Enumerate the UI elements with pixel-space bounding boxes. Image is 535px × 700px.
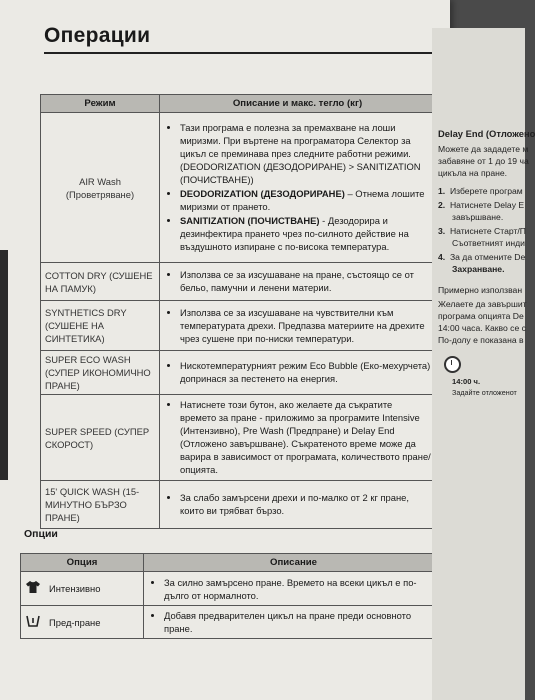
list-item: • SANITIZATION (ПОЧИСТВАНЕ) - Дезодорира и дезинфектира прането чрез по-силното действие на въздушното изпиране с по-висока температура. [180, 214, 431, 253]
option-description: • За силно замърсено пране. Времето на всеки цикъл е по-дълго от нормалното. [144, 572, 444, 606]
mode-cell: SUPER SPEED (СУПЕР СКОРОСТ) [41, 395, 160, 481]
side-text: 14:00 часа. Какво се с [438, 323, 526, 333]
table-row [21, 572, 444, 606]
options-header-row [21, 554, 444, 572]
table-row [41, 301, 436, 351]
side-step: 2. Натиснете Delay E [438, 200, 525, 210]
description-cell: • Натиснете този бутон, ако желаете да съкратите времето за пране - приложимо за програмите Intensive (Интензивно), Pre Wash (Предпране) и Delay End (Отложено завършване). Съкратеното време може да варира в зависимост от програмата, количеството пране/опцията. [160, 395, 436, 481]
modes-header-row [41, 95, 436, 113]
mode-cell: 15' QUICK WASH (15-МИНУТНО БЪРЗО ПРАНЕ) [41, 481, 160, 529]
next-page [432, 28, 535, 700]
side-text: програма опцията De [438, 311, 524, 321]
options-title: Опции [24, 528, 58, 540]
side-text: По-долу е показана в [438, 335, 524, 345]
side-text: Съответният инди [452, 238, 525, 248]
description-column-header: Описание и макс. тегло (кг) [160, 95, 436, 113]
description-cell: • Използва се за изсушаване на чувствителни към температурата дрехи. Предпазва материите на дрехите чрез сушене при по-ниски температури. [160, 301, 436, 351]
description-cell [160, 113, 436, 263]
side-heading: Delay End (Отложено [438, 128, 535, 139]
side-step: 1. Изберете програм [438, 186, 523, 196]
table-row [21, 606, 444, 639]
side-text: цикъла на пране. [438, 168, 508, 178]
mode-cell: COTTON DRY (СУШЕНЕ НА ПАМУК) [41, 263, 160, 301]
mode-column-header: Режим [41, 95, 160, 113]
side-text: забавяне от 1 до 19 ча [438, 156, 529, 166]
table-row [41, 395, 436, 481]
description-cell: • За слабо замърсени дрехи и по-малко от 2 кг пране, които ви трябват бързо. [160, 481, 436, 529]
modes-table [40, 94, 436, 529]
table-row [41, 263, 436, 301]
basin-icon [21, 606, 46, 639]
title-rule [44, 52, 444, 54]
side-text: завършване. [452, 212, 504, 222]
side-clock-caption: Задайте отложенот [452, 388, 517, 397]
side-text: Примерно използван [438, 285, 523, 295]
option-description: • Добавя предварителен цикъл на пране преди основното пране. [144, 606, 444, 639]
description-cell: • Нискотемпературният режим Eco Bubble (Еко-мехурчета) допринася за пестенето на енергия. [160, 351, 436, 395]
mode-cell: AIR Wash (Проветряване) [41, 113, 160, 263]
mode-cell: SUPER ECO WASH (СУПЕР ИКОНОМИЧНО ПРАНЕ) [41, 351, 160, 395]
options-table [20, 553, 444, 639]
mode-cell: SYNTHETICS DRY (СУШЕНЕ НА СИНТЕТИКА) [41, 301, 160, 351]
list-item: • DEODORIZATION (ДЕЗОДОРИРАНЕ) – Отнема лошите миризми от прането. [180, 187, 431, 213]
side-step: 4. За да отмените De [438, 252, 526, 262]
page-title: Операции [44, 24, 151, 47]
book-binding [0, 250, 8, 480]
table-row [41, 351, 436, 395]
side-text: Желаете да завършит [438, 299, 527, 309]
option-description-header: Описание [144, 554, 444, 572]
shirt-icon [21, 572, 46, 606]
clock-icon [444, 356, 461, 373]
side-text: Можете да зададете м [438, 144, 529, 154]
side-text: Захранване. [452, 264, 505, 274]
description-cell: • Използва се за изсушаване на пране, състоящо се от бельо, памучни и ленени материи. [160, 263, 436, 301]
option-name: Пред-пране [45, 606, 144, 639]
side-step: 3. Натиснете Старт/П [438, 226, 526, 236]
table-row [41, 481, 436, 529]
side-clock-time: 14:00 ч. [452, 377, 481, 386]
table-row [41, 113, 436, 263]
option-name: Интензивно [45, 572, 144, 606]
option-column-header: Опция [21, 554, 144, 572]
list-item: • Тази програма е полезна за премахване на лоши миризми. При въртене на програматора Селектор за цикъл се преминава през следните работни режими. (DEODORIZATION (ДЕЗОДОРИРАНЕ) > SANITIZATION (ПОЧИСТВАНЕ)) [180, 121, 431, 186]
